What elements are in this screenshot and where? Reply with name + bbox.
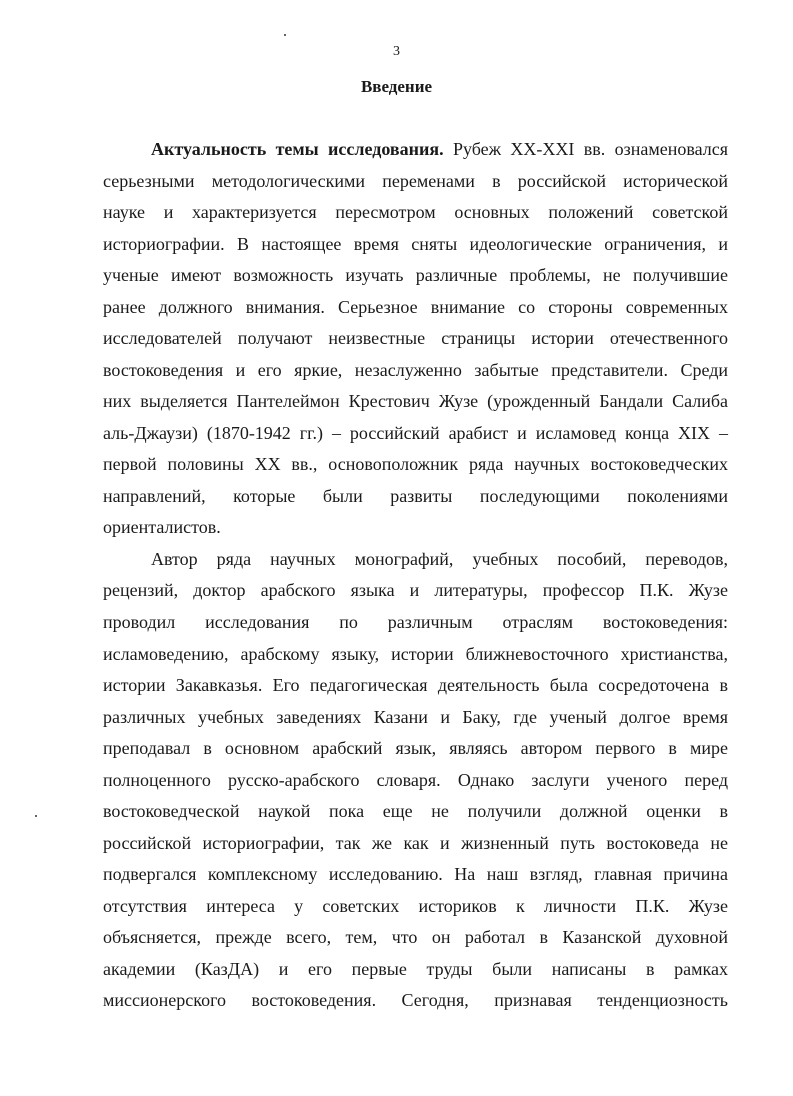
paragraph-line: востоковедения и его яркие, незаслуженно забытые представители. Среди <box>103 360 728 380</box>
paragraph-line: полноценного русско-арабского словаря. Однако заслуги ученого перед <box>103 770 728 790</box>
paragraph-line: объясняется, прежде всего, тем, что он работал в Казанской духовной <box>103 927 728 947</box>
paragraph-line: подвергался комплексному исследованию. На наш взгляд, главная причина <box>103 864 728 884</box>
paragraph-line: российской историографии, так же как и жизненный путь востоковеда не <box>103 833 728 853</box>
paragraph-line: отсутствия интереса у советских историков к личности П.К. Жузе <box>103 896 728 916</box>
paragraph-line: направлений, которые были развиты последующими поколениями <box>103 486 728 506</box>
paragraph-line: исламоведению, арабскому языку, истории ближневосточного христианства, <box>103 644 728 664</box>
paragraph-line: науке и характеризуется пересмотром основных положений советской <box>103 202 728 222</box>
paragraph-line: аль-Джаузи) (1870-1942 гг.) – российский арабист и исламовед конца XIX – <box>103 423 728 443</box>
lead-rest: Рубеж XX-XXI вв. ознаменовался <box>443 139 728 159</box>
paragraph-line: ранее должного внимания. Серьезное внимание со стороны современных <box>103 297 728 317</box>
paragraph-line: первой половины XX вв., основоположник ряда научных востоковедческих <box>103 454 728 474</box>
paragraph-line <box>151 138 728 160</box>
paragraph-line: них выделяется Пантелеймон Крестович Жузе (урожденный Бандали Салиба <box>103 391 728 411</box>
paragraph-line: Автор ряда научных монографий, учебных пособий, переводов, <box>151 549 728 569</box>
paragraph-line: истории Закавказья. Его педагогическая деятельность была сосредоточена в <box>103 675 728 695</box>
paragraph-line: востоковедческой наукой пока еще не получили должной оценки в <box>103 801 728 821</box>
section-heading: Введение <box>360 77 433 96</box>
paragraph-line: различных учебных заведениях Казани и Баку, где ученый долгое время <box>103 707 728 727</box>
scan-speck <box>284 34 286 36</box>
scan-speck <box>35 815 37 817</box>
page-number: 3 <box>393 44 400 59</box>
paragraph-line: преподавал в основном арабский язык, являясь автором первого в мире <box>103 738 728 758</box>
paragraph-line: ученые имеют возможность изучать различные проблемы, не получившие <box>103 265 728 285</box>
paragraph-line: рецензий, доктор арабского языка и литературы, профессор П.К. Жузе <box>103 580 728 600</box>
paragraph-line: историографии. В настоящее время сняты идеологические ограничения, и <box>103 234 728 254</box>
paragraph-line: ориенталистов. <box>103 517 221 537</box>
paragraph-line: миссионерского востоковедения. Сегодня, признавая тенденциозность <box>103 990 728 1010</box>
lead-phrase: Актуальность темы исследования. <box>151 139 444 159</box>
paragraph-line: проводил исследования по различным отраслям востоковедения: <box>103 612 728 632</box>
paragraph-line: серьезными методологическими переменами в российской исторической <box>103 171 728 191</box>
paragraph-line: академии (КазДА) и его первые труды были написаны в рамках <box>103 959 728 979</box>
paragraph-line: исследователей получают неизвестные страницы истории отечественного <box>103 328 728 348</box>
